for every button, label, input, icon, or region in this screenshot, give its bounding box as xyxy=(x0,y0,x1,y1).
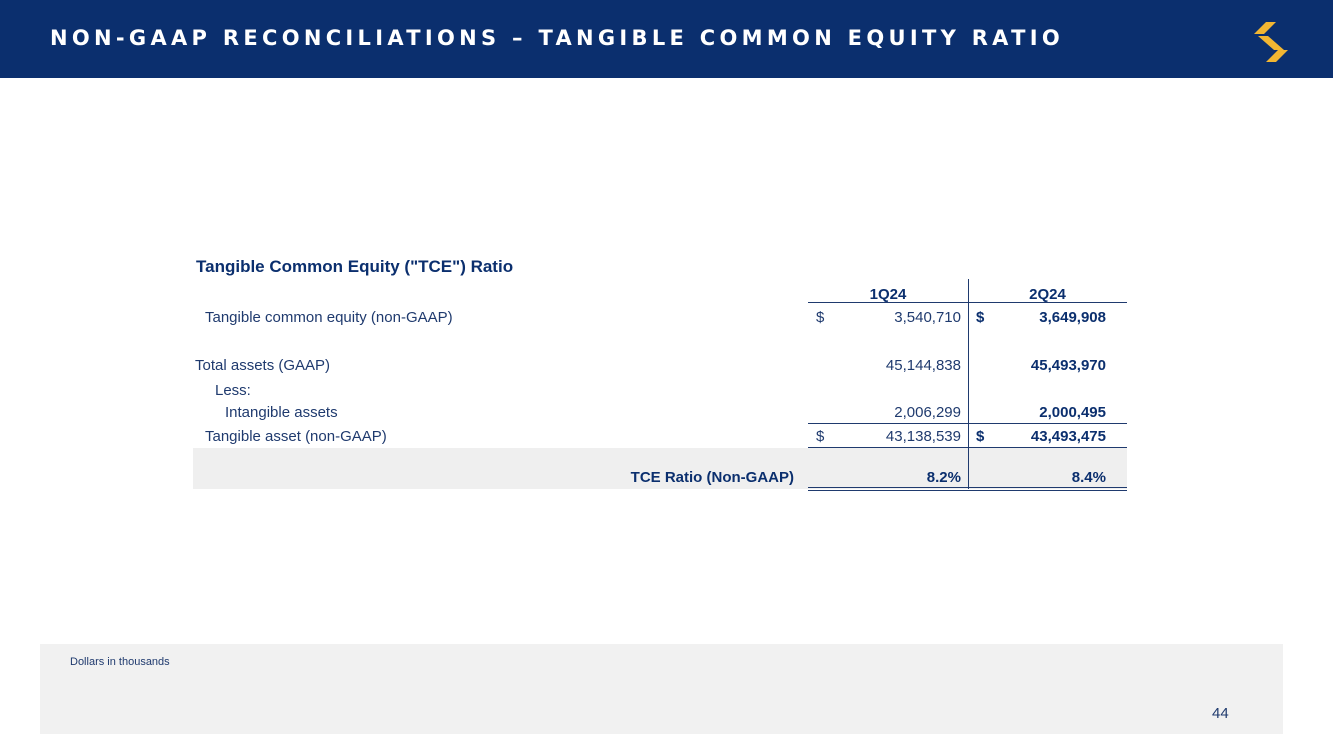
column-divider xyxy=(968,279,969,489)
tce-ratio-2q24-value: 8.4% xyxy=(1071,469,1106,486)
intangibles-2q24-value: 2,000,495 xyxy=(1039,404,1106,421)
footer-panel xyxy=(40,644,1283,734)
header-underline xyxy=(808,302,1127,303)
page-title: NON-GAAP RECONCILIATIONS – TANGIBLE COMMON EQUITY RATIO xyxy=(50,26,1064,50)
tangible-assets-1q24-value: 43,138,539 xyxy=(885,428,961,445)
tangible-assets-underline xyxy=(808,447,1127,448)
row-label-tangible-assets: Tangible asset (non-GAAP) xyxy=(205,428,387,445)
total-assets-1q24-value: 45,144,838 xyxy=(885,357,961,374)
tce-1q24-value: 3,540,710 xyxy=(894,309,961,326)
table-title: Tangible Common Equity ("TCE") Ratio xyxy=(196,257,514,276)
row-label-total-assets: Total assets (GAAP) xyxy=(195,357,331,374)
ratio-double-underline-bottom xyxy=(808,490,1127,491)
tce-ratio-1q24-value: 8.2% xyxy=(926,469,961,486)
footnote: Dollars in thousands xyxy=(70,656,170,668)
intangibles-1q24-value: 2,006,299 xyxy=(894,404,961,421)
column-header-1q24: 1Q24 xyxy=(869,286,907,303)
ratio-double-underline-top xyxy=(808,487,1127,488)
row-label-tce: Tangible common equity (non-GAAP) xyxy=(205,309,453,326)
tangible-assets-2q24-currency: $ xyxy=(976,428,985,445)
row-label-intangible-assets: Intangible assets xyxy=(225,404,338,421)
row-label-less: Less: xyxy=(215,382,251,399)
tangible-assets-1q24-currency: $ xyxy=(816,428,825,445)
tce-1q24-currency: $ xyxy=(816,309,825,326)
row-label-tce-ratio: TCE Ratio (Non-GAAP) xyxy=(630,469,794,486)
total-assets-2q24-value: 45,493,970 xyxy=(1030,357,1106,374)
column-header-2q24: 2Q24 xyxy=(1029,286,1066,303)
header-bar xyxy=(0,0,1333,78)
tangible-assets-2q24-value: 43,493,475 xyxy=(1030,428,1106,445)
page-number: 44 xyxy=(1212,705,1229,722)
intangibles-underline xyxy=(808,423,1127,424)
tce-2q24-currency: $ xyxy=(976,309,985,326)
bank-logo-icon xyxy=(1254,20,1288,62)
tce-2q24-value: 3,649,908 xyxy=(1039,309,1106,326)
